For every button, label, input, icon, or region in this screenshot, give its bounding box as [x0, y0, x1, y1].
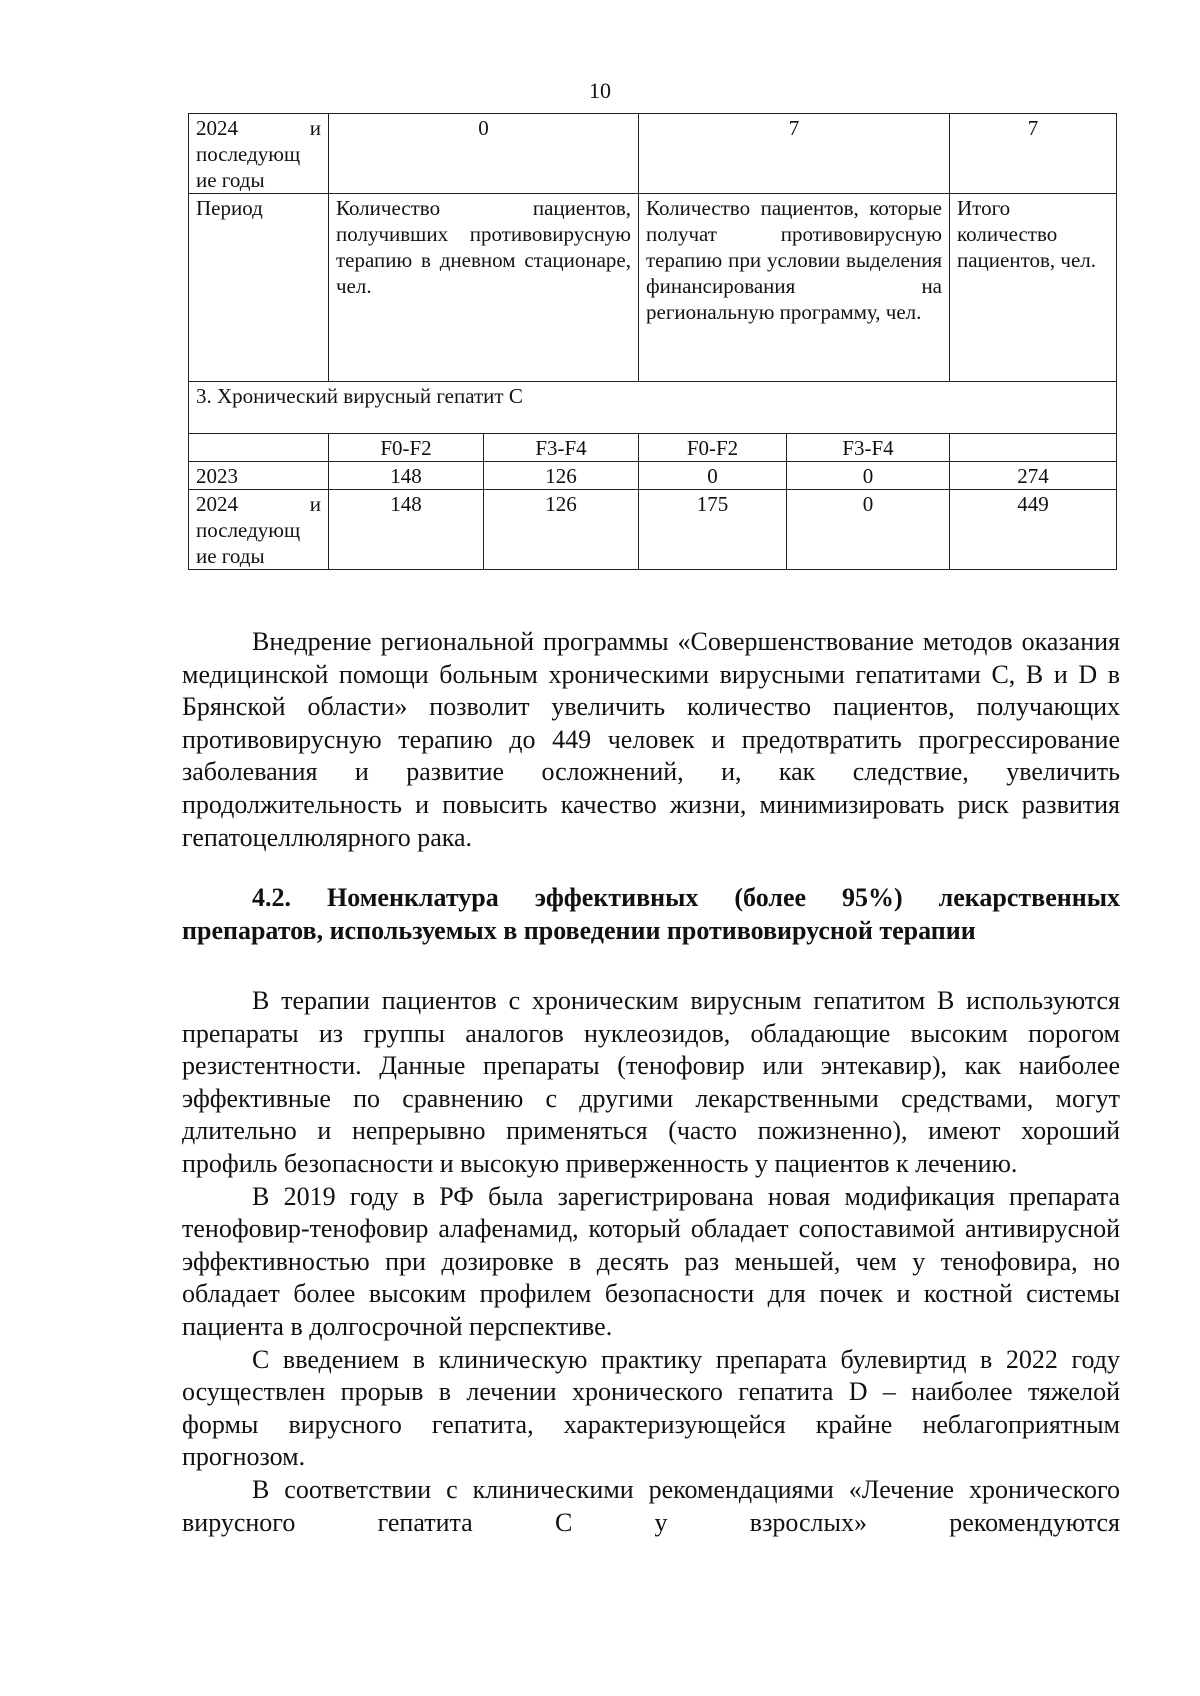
table-cell: 7: [950, 114, 1117, 194]
paragraph: В соответствии с клиническими рекомендациями «Лечение хронического вирусного гепатита С у взрослых» рекомендуются: [182, 1474, 1120, 1537]
intro-paragraph-block: [182, 626, 1120, 854]
section-heading: 4.2. Номенклатура эффективных (более 95%) лекарственных препаратов, используемых в проведении противовирусной терапии: [182, 883, 1120, 945]
period-cell: 2024 и последующ ие годы: [189, 114, 329, 194]
column-header: Количество пациентов, которые получат противовирусную терапию при условии выделения финансирования на региональную программу, чел.: [639, 194, 950, 382]
paragraph: В 2019 году в РФ была зарегистрирована новая модификация препарата тенофовир-тенофовир алафенамид, который обладает сопоставимой антивирусной эффективностью при дозировке в десять раз меньшей, чем у тенофовира, но обладает более высоким профилем безопасности для почек и костной системы пациента в долгосрочной перспективе.: [182, 1181, 1120, 1341]
column-header: Итого количество пациентов, чел.: [950, 194, 1117, 382]
main-text-block: [182, 985, 1120, 1539]
table-cell: 7: [639, 114, 950, 194]
table-cell: 175: [639, 490, 787, 570]
table-cell: 148: [329, 490, 484, 570]
table-row: [189, 462, 1117, 490]
table-cell: 126: [484, 462, 639, 490]
table-cell: 148: [329, 462, 484, 490]
table-cell: 0: [787, 490, 950, 570]
paragraph: В терапии пациентов с хроническим вирусным гепатитом В используются препараты из группы аналогов нуклеозидов, обладающие высоким порогом резистентности. Данные препараты (тенофовир или энтекавир), как наиболее эффективные по сравнению с другими лекарственными средствами, могут длительно и непрерывно применяться (часто пожизненно), имеют хороший профиль безопасности и высокую приверженность у пациентов к лечению.: [182, 986, 1120, 1178]
subheader-cell: F3-F4: [787, 434, 950, 462]
table-cell: 0: [639, 462, 787, 490]
table-cell: 274: [950, 462, 1117, 490]
table-header-row: [189, 194, 1117, 382]
period-cell: 2024 и последующ ие годы: [189, 490, 329, 570]
table-row: [189, 114, 1117, 194]
subheader-row: [189, 434, 1117, 462]
paragraph: Внедрение региональной программы «Совершенствование методов оказания медицинской помощи больным хроническими вирусными гепатитами С, В и D в Брянской области» позволит увеличить количество пациентов, получающих противовирусную терапию до 449 человек и предотвратить прогрессирование заболевания и развитие осложнений, и, как следствие, увеличить продолжительность и повысить качество жизни, минимизировать риск развития гепатоцеллюлярного рака.: [182, 627, 1120, 852]
section-title: 3. Хронический вирусный гепатит С: [189, 382, 1117, 434]
page-number: 10: [589, 78, 611, 103]
period-cell: 2023: [189, 462, 329, 490]
table-cell: 0: [787, 462, 950, 490]
paragraph: С введением в клиническую практику препарата булевиртид в 2022 году осуществлен прорыв в лечении хронического гепатита D – наиболее тяжелой формы вирусного гепатита, характеризующейся крайне неблагоприятным прогнозом.: [182, 1344, 1120, 1472]
subheader-cell: F0-F2: [639, 434, 787, 462]
table-cell: 126: [484, 490, 639, 570]
section-row: [189, 382, 1117, 434]
column-header: Период: [189, 194, 329, 382]
table-cell: [189, 434, 329, 462]
patients-table: [188, 113, 1117, 570]
table-cell: 0: [329, 114, 639, 194]
table-row: [189, 490, 1117, 570]
column-header: Количество пациентов, получивших противовирусную терапию в дневном стационаре, чел.: [329, 194, 639, 382]
table-cell: 449: [950, 490, 1117, 570]
table-cell: [950, 434, 1117, 462]
subheader-cell: F3-F4: [484, 434, 639, 462]
subheader-cell: F0-F2: [329, 434, 484, 462]
